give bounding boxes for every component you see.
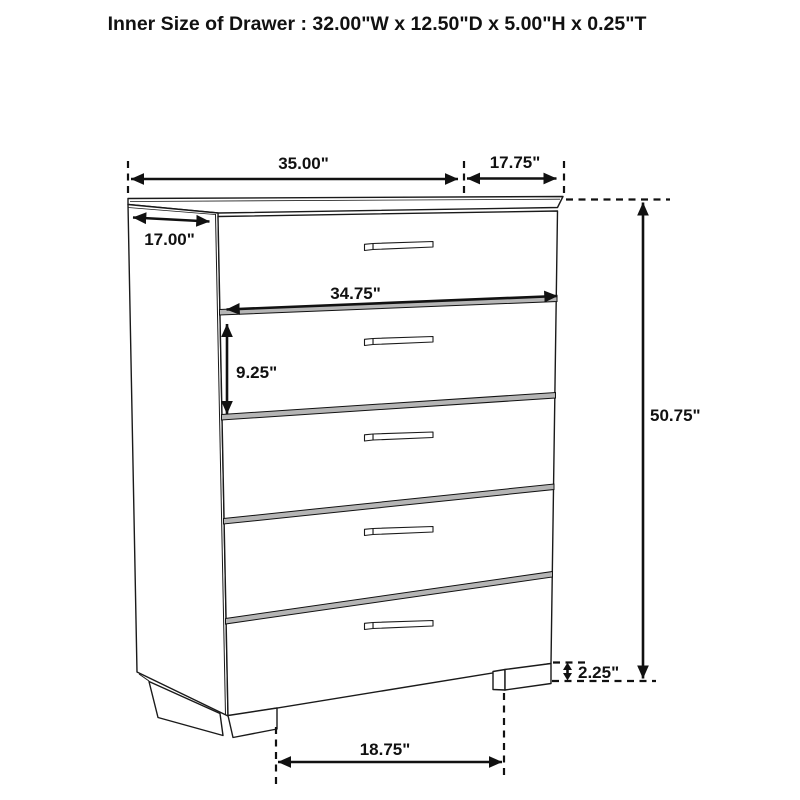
chest-side-panel: [128, 205, 228, 717]
dim-drawer-height-label: 9.25": [236, 363, 278, 382]
dim-overall-height-label: 50.75": [650, 406, 701, 425]
dim-top-depth-label: 17.75": [489, 153, 541, 172]
diagram-title: Inner Size of Drawer : 32.00"W x 12.50"D x 5.00"H x 0.25"T: [107, 13, 647, 35]
dim-drawer-width-label: 34.75": [330, 284, 381, 303]
right-leg-side: [493, 670, 505, 691]
dim-leg-spacing-label: 18.75": [359, 740, 411, 759]
dim-base-height-label: 2.25": [578, 663, 620, 682]
chest-front: [218, 211, 558, 716]
dim-side-depth-label: 17.00": [144, 230, 195, 249]
dim-overall-width-label: 35.00": [278, 154, 329, 173]
chest-drawing: [128, 197, 563, 738]
